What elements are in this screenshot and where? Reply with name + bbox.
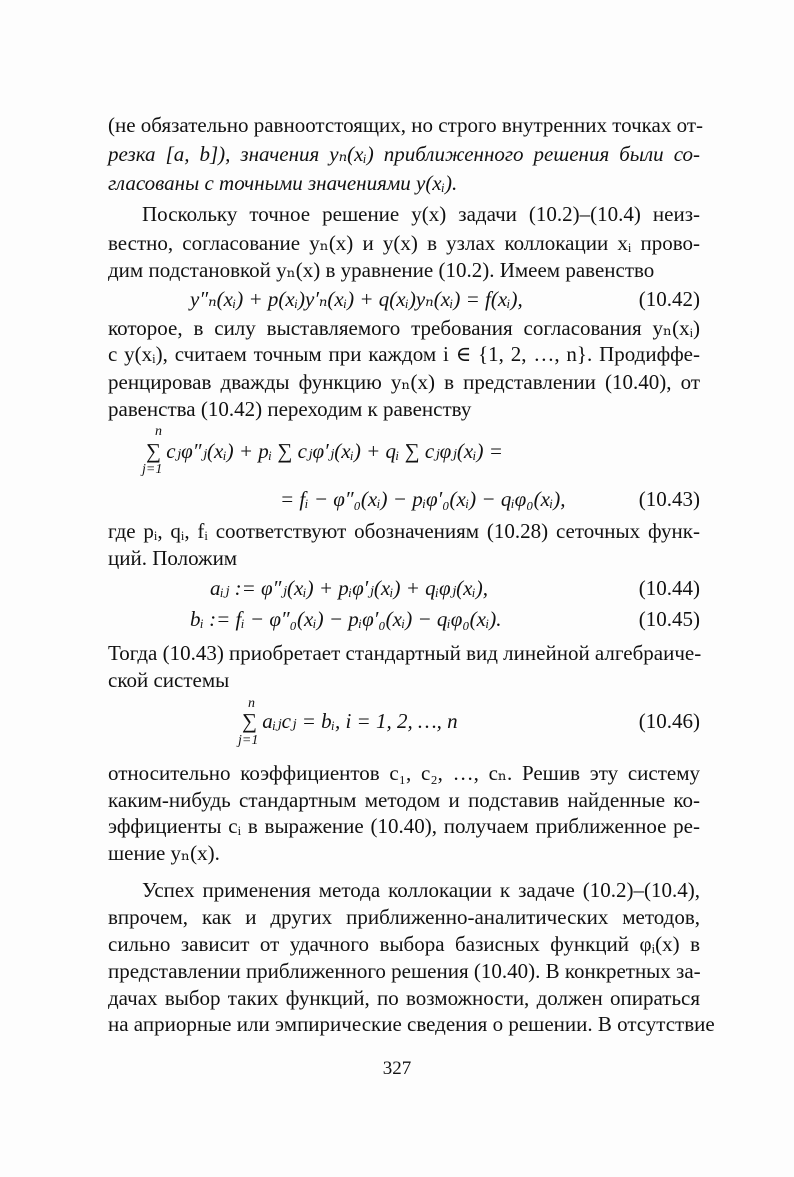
- equation-10-44: aᵢⱼ := φ″ⱼ(xᵢ) + pᵢφ′ⱼ(xᵢ) + qᵢφⱼ(xᵢ),: [210, 576, 488, 600]
- sum-upper-limit: n: [155, 424, 162, 439]
- sum-upper-limit: n: [248, 696, 255, 711]
- sum-lower-limit: j=1: [142, 462, 163, 477]
- text-line: шение yₙ(x).: [108, 841, 220, 865]
- equation-number: (10.44): [638, 576, 700, 600]
- text-line: (не обязательно равноотстоящих, но строго внутренних точках от-: [108, 113, 703, 137]
- text-line: эффициенты cᵢ в выражение (10.40), получаем приближенное ре-: [108, 814, 700, 838]
- text-line: Успех применения метода коллокации к задаче (10.2)–(10.4),: [142, 878, 700, 902]
- text-line: равенства (10.42) переходим к равенству: [108, 397, 472, 421]
- equation-number: (10.45): [638, 607, 700, 631]
- equation-10-43-line2: = fᵢ − φ″₀(xᵢ) − pᵢφ′₀(xᵢ) − qᵢφ₀(xᵢ),: [280, 487, 566, 511]
- text-line: впрочем, как и других приближенно-аналитических методов,: [108, 905, 700, 929]
- text-line: относительно коэффициентов c₁, c₂, …, cₙ. Решив эту систему: [108, 761, 700, 785]
- text-line: дачах выбор таких функций, по возможности, должен опираться: [108, 986, 700, 1010]
- text-line: ской системы: [108, 668, 230, 692]
- page-number: 327: [382, 1058, 412, 1079]
- text-line: ций. Положим: [108, 546, 238, 570]
- text-line: сильно зависит от удачного выбора базисных функций φᵢ(x) в: [108, 932, 700, 956]
- text-line: резка [a, b]), значения yₙ(xᵢ) приближенного решения были со-: [108, 142, 700, 166]
- text-line: на априорные или эмпирические сведения о решении. В отсутствие: [108, 1012, 715, 1036]
- equation-10-45: bᵢ := fᵢ − φ″₀(xᵢ) − pᵢφ′₀(xᵢ) − qᵢφ₀(xᵢ).: [190, 607, 502, 631]
- text-line: Поскольку точное решение y(x) задачи (10.2)–(10.4) неиз-: [142, 202, 700, 226]
- text-line: представлении приближенного решения (10.40). В конкретных за-: [108, 959, 701, 983]
- sum-lower-limit: j=1: [238, 733, 259, 748]
- equation-10-42: y″ₙ(xᵢ) + p(xᵢ)y′ₙ(xᵢ) + q(xᵢ)yₙ(xᵢ) = f(xᵢ),: [190, 287, 523, 311]
- equation-10-46: ∑ aᵢⱼcⱼ = bᵢ, i = 1, 2, …, n: [242, 709, 458, 733]
- equation-10-43-line1: ∑ cⱼφ″ⱼ(xᵢ) + pᵢ ∑ cⱼφ′ⱼ(xᵢ) + qᵢ ∑ cⱼφⱼ(xᵢ) =: [146, 439, 503, 463]
- text-line: каким-нибудь стандартным методом и подставив найденные ко-: [108, 788, 700, 812]
- text-line: с y(xᵢ), считаем точным при каждом i ∈ {1, 2, …, n}. Продиффе-: [108, 342, 700, 366]
- equation-number: (10.42): [638, 287, 700, 311]
- equation-number: (10.43): [638, 487, 700, 511]
- text-line: Тогда (10.43) приобретает стандартный вид линейной алгебраиче-: [108, 641, 702, 665]
- text-line: ренцировав дважды функцию yₙ(x) в представлении (10.40), от: [108, 370, 700, 394]
- text-line: которое, в силу выставляемого требования согласования yₙ(xᵢ): [108, 316, 700, 340]
- text-line: дим подстановкой yₙ(x) в уравнение (10.2). Имеем равенство: [108, 258, 655, 282]
- text-line: где pᵢ, qᵢ, fᵢ соответствуют обозначениям (10.28) сеточных функ-: [108, 519, 700, 543]
- text-line: вестно, согласование yₙ(x) и y(x) в узлах коллокации xᵢ прово-: [108, 231, 700, 255]
- text-line: гласованы с точными значениями y(xᵢ).: [108, 171, 458, 195]
- equation-number: (10.46): [638, 709, 700, 733]
